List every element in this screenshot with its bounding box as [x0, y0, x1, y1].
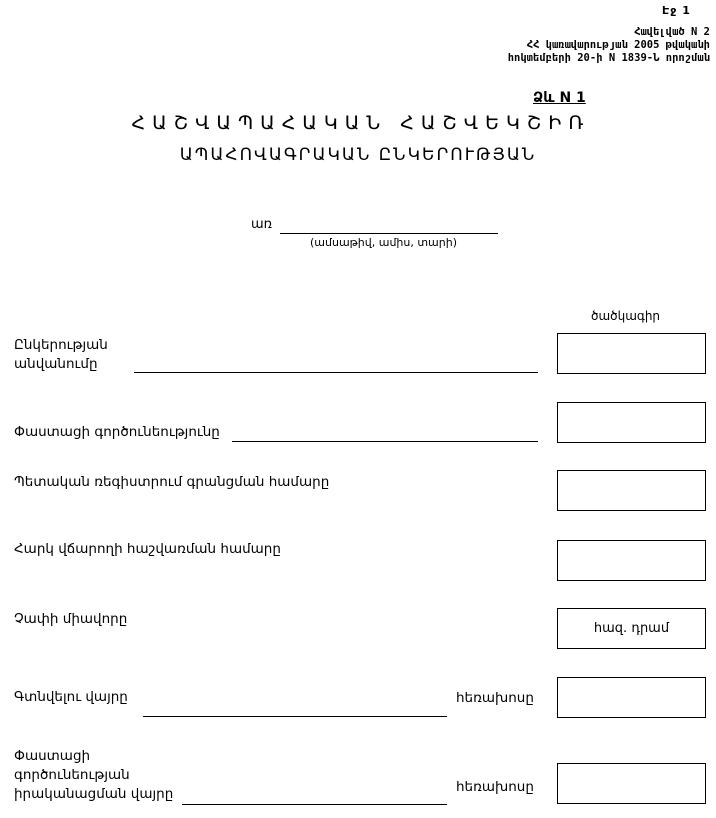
state-registration-code-box[interactable] — [557, 470, 706, 511]
company-name-label-line-2: անվանումը — [14, 356, 98, 372]
appendix-note — [420, 26, 710, 65]
company-name-field[interactable] — [134, 372, 538, 373]
date-hint: (ամսաթիվ, ամիս, տարի) — [310, 236, 458, 249]
date-prefix: առ — [251, 217, 273, 232]
activity-type-label: Փաստացի գործունեությունը — [14, 424, 220, 440]
document-title: ՀԱՇՎԱՊԱՀԱԿԱՆ ՀԱՇՎԵԿՇԻՌ — [131, 112, 591, 134]
taxpayer-number-code-box[interactable] — [557, 540, 706, 581]
state-registration-label: Պետական ռեգիստրում գրանցման համարը — [14, 474, 330, 490]
activity-place-field[interactable] — [182, 804, 447, 805]
company-name-label — [14, 336, 108, 374]
company-name-label-line-1: Ընկերության — [14, 337, 108, 353]
unit-label: Չափի միավորը — [14, 611, 128, 627]
appendix-line-3: հոկտեմբերի 20-ի N 1839-Ն որոշման — [507, 52, 710, 64]
location-field[interactable] — [143, 716, 447, 717]
appendix-line-2: ՀՀ կառավարության 2005 թվականի — [526, 39, 710, 51]
document-subtitle: ԱՊԱՀՈՎԱԳՐԱԿԱՆ ԸՆԿԵՐՈՒԹՅԱՆ — [179, 145, 537, 165]
appendix-line-1: Հավելված N 2 — [634, 26, 710, 38]
activity-place-label-line-2: գործունեության — [14, 767, 130, 783]
activity-place-label-line-1: Փաստացի — [14, 748, 91, 764]
activity-type-field[interactable] — [232, 441, 538, 442]
unit-value: հազ. դրամ — [593, 621, 670, 636]
activity-place-phone-label: հեռախոսը — [456, 779, 534, 795]
form-code: Ձև N 1 — [533, 90, 586, 106]
unit-code-box — [557, 608, 706, 649]
activity-type-code-box[interactable] — [557, 402, 706, 443]
location-label: Գտնվելու վայրը — [14, 689, 128, 705]
codes-column-header: ծածկագիր — [591, 309, 661, 323]
taxpayer-number-label: Հարկ վճարողի հաշվառման համարը — [14, 541, 281, 557]
date-field-line[interactable] — [280, 233, 498, 234]
location-phone-box[interactable] — [557, 677, 706, 718]
activity-place-label — [14, 747, 173, 804]
page-number: Էջ 1 — [662, 4, 691, 17]
company-name-code-box[interactable] — [557, 333, 706, 374]
location-phone-label: հեռախոսը — [456, 690, 534, 706]
activity-place-label-line-3: իրականացման վայրը — [14, 786, 174, 802]
activity-place-phone-box[interactable] — [557, 763, 706, 804]
